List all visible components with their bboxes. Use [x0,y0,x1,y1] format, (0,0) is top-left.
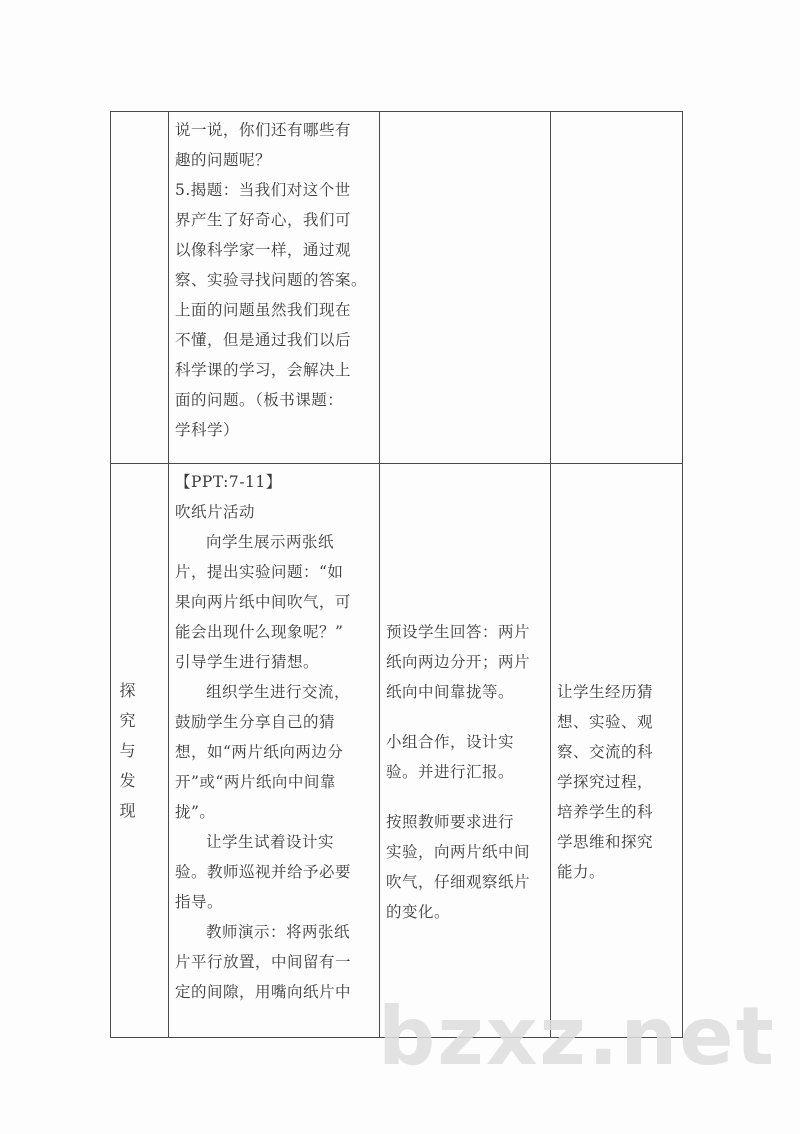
text-line: 以像科学家一样，通过观 [175,241,352,259]
text-line: 让学生经历猜 [557,683,654,701]
text-line: 拢”。 [175,803,216,821]
text-line: 能会出现什么现象呢？” [175,623,344,641]
text-line: 组织学生进行交流， [206,683,351,701]
text-line: 想、实验、观 [557,713,654,731]
design-intent-cell [551,464,683,1038]
text-line: 科学课的学习，会解决上 [175,361,352,379]
text-line: 面的问题。（板书课题： [175,391,344,409]
student-activity-cell [380,464,551,1038]
text-line: 不懂，但是通过我们以后 [175,331,352,349]
text-line: 向学生展示两张纸 [206,533,335,551]
teacher-activity-text [169,464,379,1007]
text-line: 说一说，你们还有哪些有 [175,121,352,139]
text-line: 培养学生的科 [557,803,654,821]
teacher-paragraph [175,677,373,827]
phase-label: 探究与发现 [119,680,144,820]
text-line: 片，提出实验问题：“如 [175,563,344,581]
student-activity-cell [380,112,551,464]
student-activity-text [380,464,550,927]
student-block [386,807,544,927]
text-line: 的变化。 [386,903,451,921]
text-line: 指导。 [175,893,224,911]
text-line: 按照教师要求进行 [386,813,515,831]
teacher-activity-cell [169,112,380,464]
text-line: 纸向中间靠拢等。 [386,683,515,701]
text-line: 吹气，仔细观察纸片 [386,873,531,891]
teacher-activity-cell [169,464,380,1038]
table-row [111,464,683,1038]
text-line: 纸向两边分开；两片 [386,653,531,671]
text-line: 学探究过程， [557,773,654,791]
text-line: 开”或“两片纸向中间靠 [175,773,336,791]
text-line: 验。教师巡视并给予必要 [175,863,352,881]
text-line: 片平行放置，中间留有一 [175,953,352,971]
text-line: 实验，向两片纸中间 [386,843,531,861]
activity-title: 吹纸片活动 [175,503,256,521]
text-line: 察、实验寻找问题的答案。 [175,271,368,289]
text-line: 让学生试着设计实 [206,833,335,851]
text-line: 学思维和探究 [557,833,654,851]
text-line: 想，如“两片纸向两边分 [175,743,344,761]
text-line: 教师演示：将两张纸 [206,923,351,941]
phase-cell [111,112,169,464]
text-line: 小组合作，设计实 [386,733,515,751]
teacher-activity-text [169,112,379,445]
teacher-paragraph [175,527,373,677]
text-line: 5.揭题：当我们对这个世 [175,181,351,199]
watermark: bzxz.net [378,990,776,1083]
text-line: 鼓励学生分享自己的猜 [175,713,336,731]
text-line: 验。并进行汇报。 [386,763,515,781]
text-line: 引导学生进行猜想。 [175,653,320,671]
phase-cell [111,464,169,1038]
text-line: 能力。 [557,863,606,881]
text-line: 趣的问题呢？ [175,151,272,169]
student-block [386,727,544,787]
teacher-paragraph [175,827,373,917]
text-line: 上面的问题虽然我们现在 [175,301,352,319]
design-intent-text [551,464,682,887]
table-row [111,112,683,464]
text-line: 学科学） [175,421,240,439]
text-line: 预设学生回答：两片 [386,623,531,641]
ppt-label: 【PPT:7-11】 [175,473,282,491]
text-line: 果向两片纸中间吹气，可 [175,593,352,611]
text-line: 界产生了好奇心，我们可 [175,211,352,229]
teacher-paragraph [175,917,373,1007]
student-block [386,617,544,707]
design-intent-cell [551,112,683,464]
lesson-plan-table [110,111,683,1038]
text-line: 察、交流的科 [557,743,654,761]
text-line: 定的间隙，用嘴向纸片中 [175,983,352,1001]
